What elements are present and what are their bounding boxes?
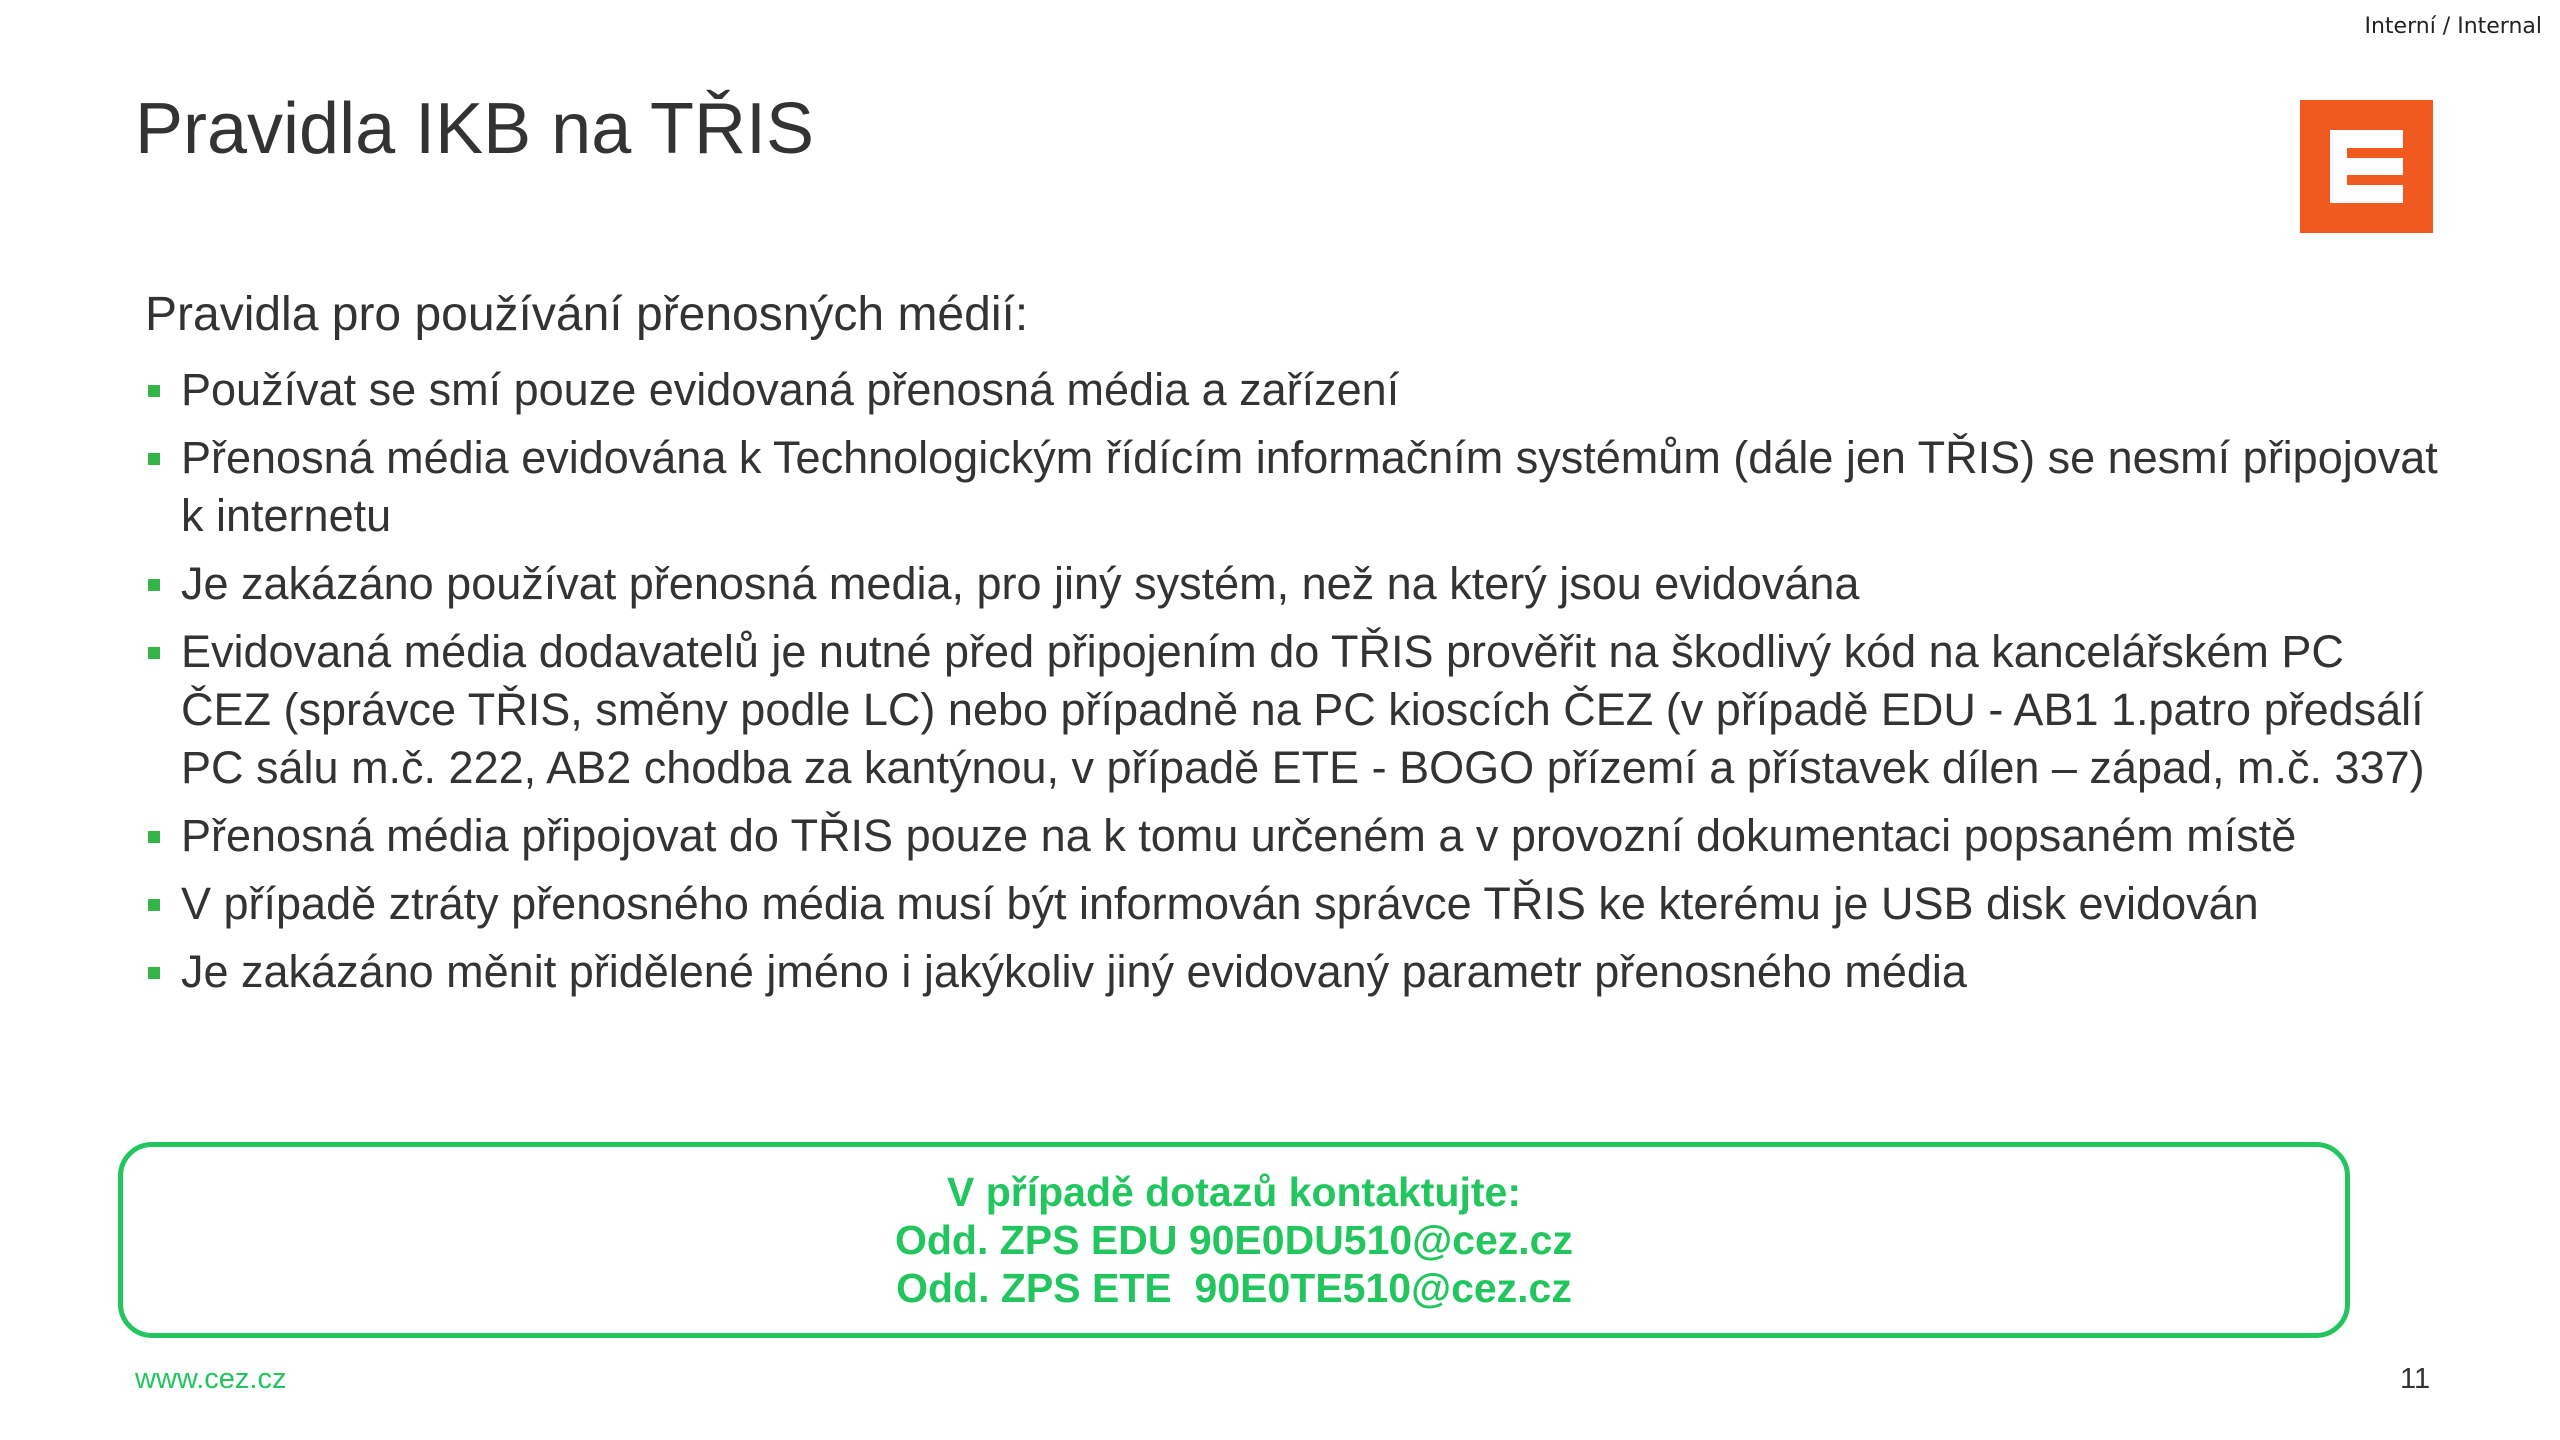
square-bullet-icon bbox=[148, 647, 160, 659]
square-bullet-icon bbox=[148, 831, 160, 843]
rule-text: Používat se smí pouze evidovaná přenosná média a zařízení bbox=[181, 364, 1400, 415]
rule-text: Je zakázáno měnit přidělené jméno i jakýkoliv jiný evidovaný parametr přenosného média bbox=[181, 946, 1967, 997]
slide-content bbox=[145, 285, 2445, 1011]
rule-item bbox=[145, 555, 2445, 613]
square-bullet-icon bbox=[148, 899, 160, 911]
rules-list bbox=[145, 361, 2445, 1001]
rule-text: Přenosná média připojovat do TŘIS pouze na k tomu určeném a v provozní dokumentaci popsaném místě bbox=[181, 810, 2297, 861]
rule-item bbox=[145, 623, 2445, 797]
rules-subheading: Pravidla pro používání přenosných médií: bbox=[145, 288, 1029, 341]
contact-heading: V případě dotazů kontaktujte: bbox=[946, 1169, 1522, 1215]
rule-item bbox=[145, 943, 2445, 1001]
square-bullet-icon bbox=[148, 453, 160, 465]
classification-label: Interní / Internal bbox=[2364, 14, 2542, 39]
rule-text: Je zakázáno používat přenosná media, pro jiný systém, než na který jsou evidována bbox=[181, 558, 1860, 609]
footer-url: www.cez.cz bbox=[135, 1363, 287, 1395]
rule-text: Evidovaná média dodavatelů je nutné před připojením do TŘIS prověřit na škodlivý kód na kancelářském PC ČEZ (správce TŘIS, směny podle LC) nebo případně na PC kioscích ČEZ (v případě EDU - AB1 1.patro předsálí PC sálu m.č. 222, AB2 chodba za kantýnou, v případě ETE - BOGO přízemí a přístavek dílen – západ, m.č. 337) bbox=[181, 626, 2425, 793]
page-number: 11 bbox=[2400, 1363, 2431, 1395]
square-bullet-icon bbox=[148, 579, 160, 591]
square-bullet-icon bbox=[148, 967, 160, 979]
rule-item bbox=[145, 429, 2445, 545]
contact-box bbox=[118, 1142, 2350, 1338]
rule-item bbox=[145, 807, 2445, 865]
square-bullet-icon bbox=[148, 385, 160, 397]
rule-item bbox=[145, 875, 2445, 933]
slide-title: Pravidla IKB na TŘIS bbox=[135, 89, 814, 169]
rule-item bbox=[145, 361, 2445, 419]
contact-edu: Odd. ZPS EDU 90E0DU510@cez.cz bbox=[894, 1217, 1573, 1263]
cez-logo-icon bbox=[2300, 100, 2433, 233]
rule-text: Přenosná média evidována k Technologickým řídícím informačním systémům (dále jen TŘIS) se nesmí připojovat k internetu bbox=[181, 432, 2438, 541]
contact-ete: Odd. ZPS ETE 90E0TE510@cez.cz bbox=[896, 1265, 1572, 1311]
rule-text: V případě ztráty přenosného média musí být informován správce TŘIS ke kterému je USB disk evidován bbox=[181, 878, 2259, 929]
